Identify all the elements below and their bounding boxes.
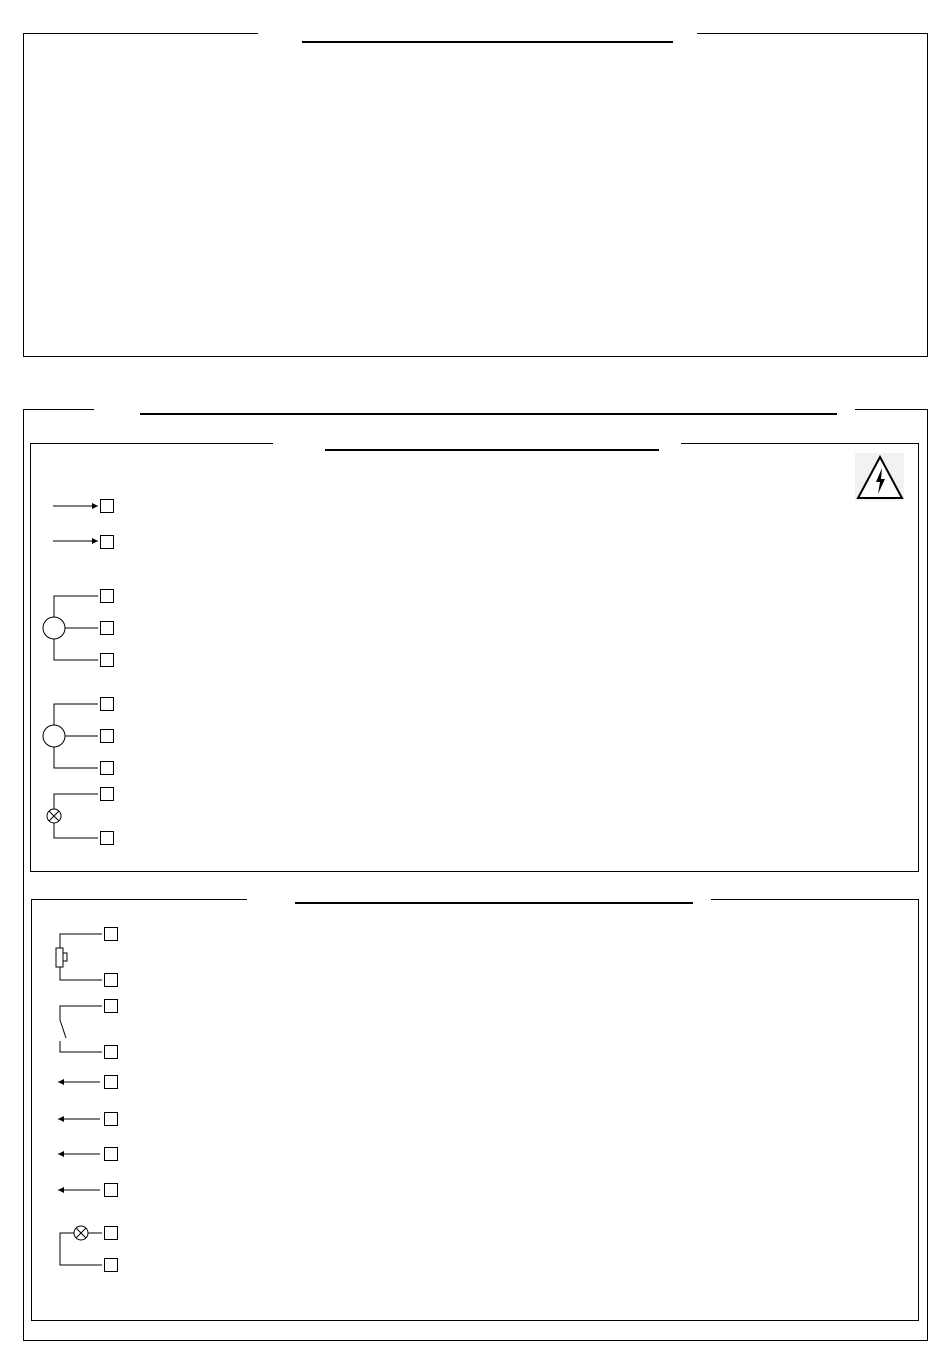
terminal-box	[101, 762, 114, 775]
connection-panel	[24, 410, 928, 1341]
terminal-box	[105, 1184, 118, 1197]
terminal-box	[105, 1148, 118, 1161]
top-panel	[24, 34, 928, 357]
terminal-box	[101, 698, 114, 711]
terminal-box	[105, 1259, 118, 1272]
inputs-panel	[31, 444, 919, 872]
switch-contact-icon	[60, 1006, 102, 1052]
terminal-box	[101, 500, 114, 513]
inputs-panel-frame	[31, 444, 919, 872]
three-wire-sensor-icon	[43, 704, 98, 768]
relay-coil-icon	[56, 934, 102, 980]
terminal-box	[105, 1000, 118, 1013]
high-voltage-warning-icon	[855, 453, 904, 501]
terminal-box	[101, 788, 114, 801]
terminal-box	[101, 590, 114, 603]
terminal-box	[101, 536, 114, 549]
top-panel-frame	[24, 34, 928, 357]
outputs-panel	[32, 900, 919, 1321]
terminal-box	[105, 1076, 118, 1089]
terminal-box	[101, 622, 114, 635]
lamp-icon	[60, 1226, 102, 1265]
terminal-box	[105, 974, 118, 987]
terminal-box	[105, 1227, 118, 1240]
terminal-box	[101, 730, 114, 743]
lamp-icon	[47, 794, 98, 838]
terminal-box	[105, 1046, 118, 1059]
terminal-box	[101, 832, 114, 845]
terminal-box	[105, 928, 118, 941]
three-wire-sensor-icon	[43, 596, 98, 660]
terminal-box	[101, 654, 114, 667]
connection-panel-frame	[24, 410, 928, 1341]
terminal-box	[105, 1113, 118, 1126]
outputs-panel-frame	[32, 900, 919, 1321]
